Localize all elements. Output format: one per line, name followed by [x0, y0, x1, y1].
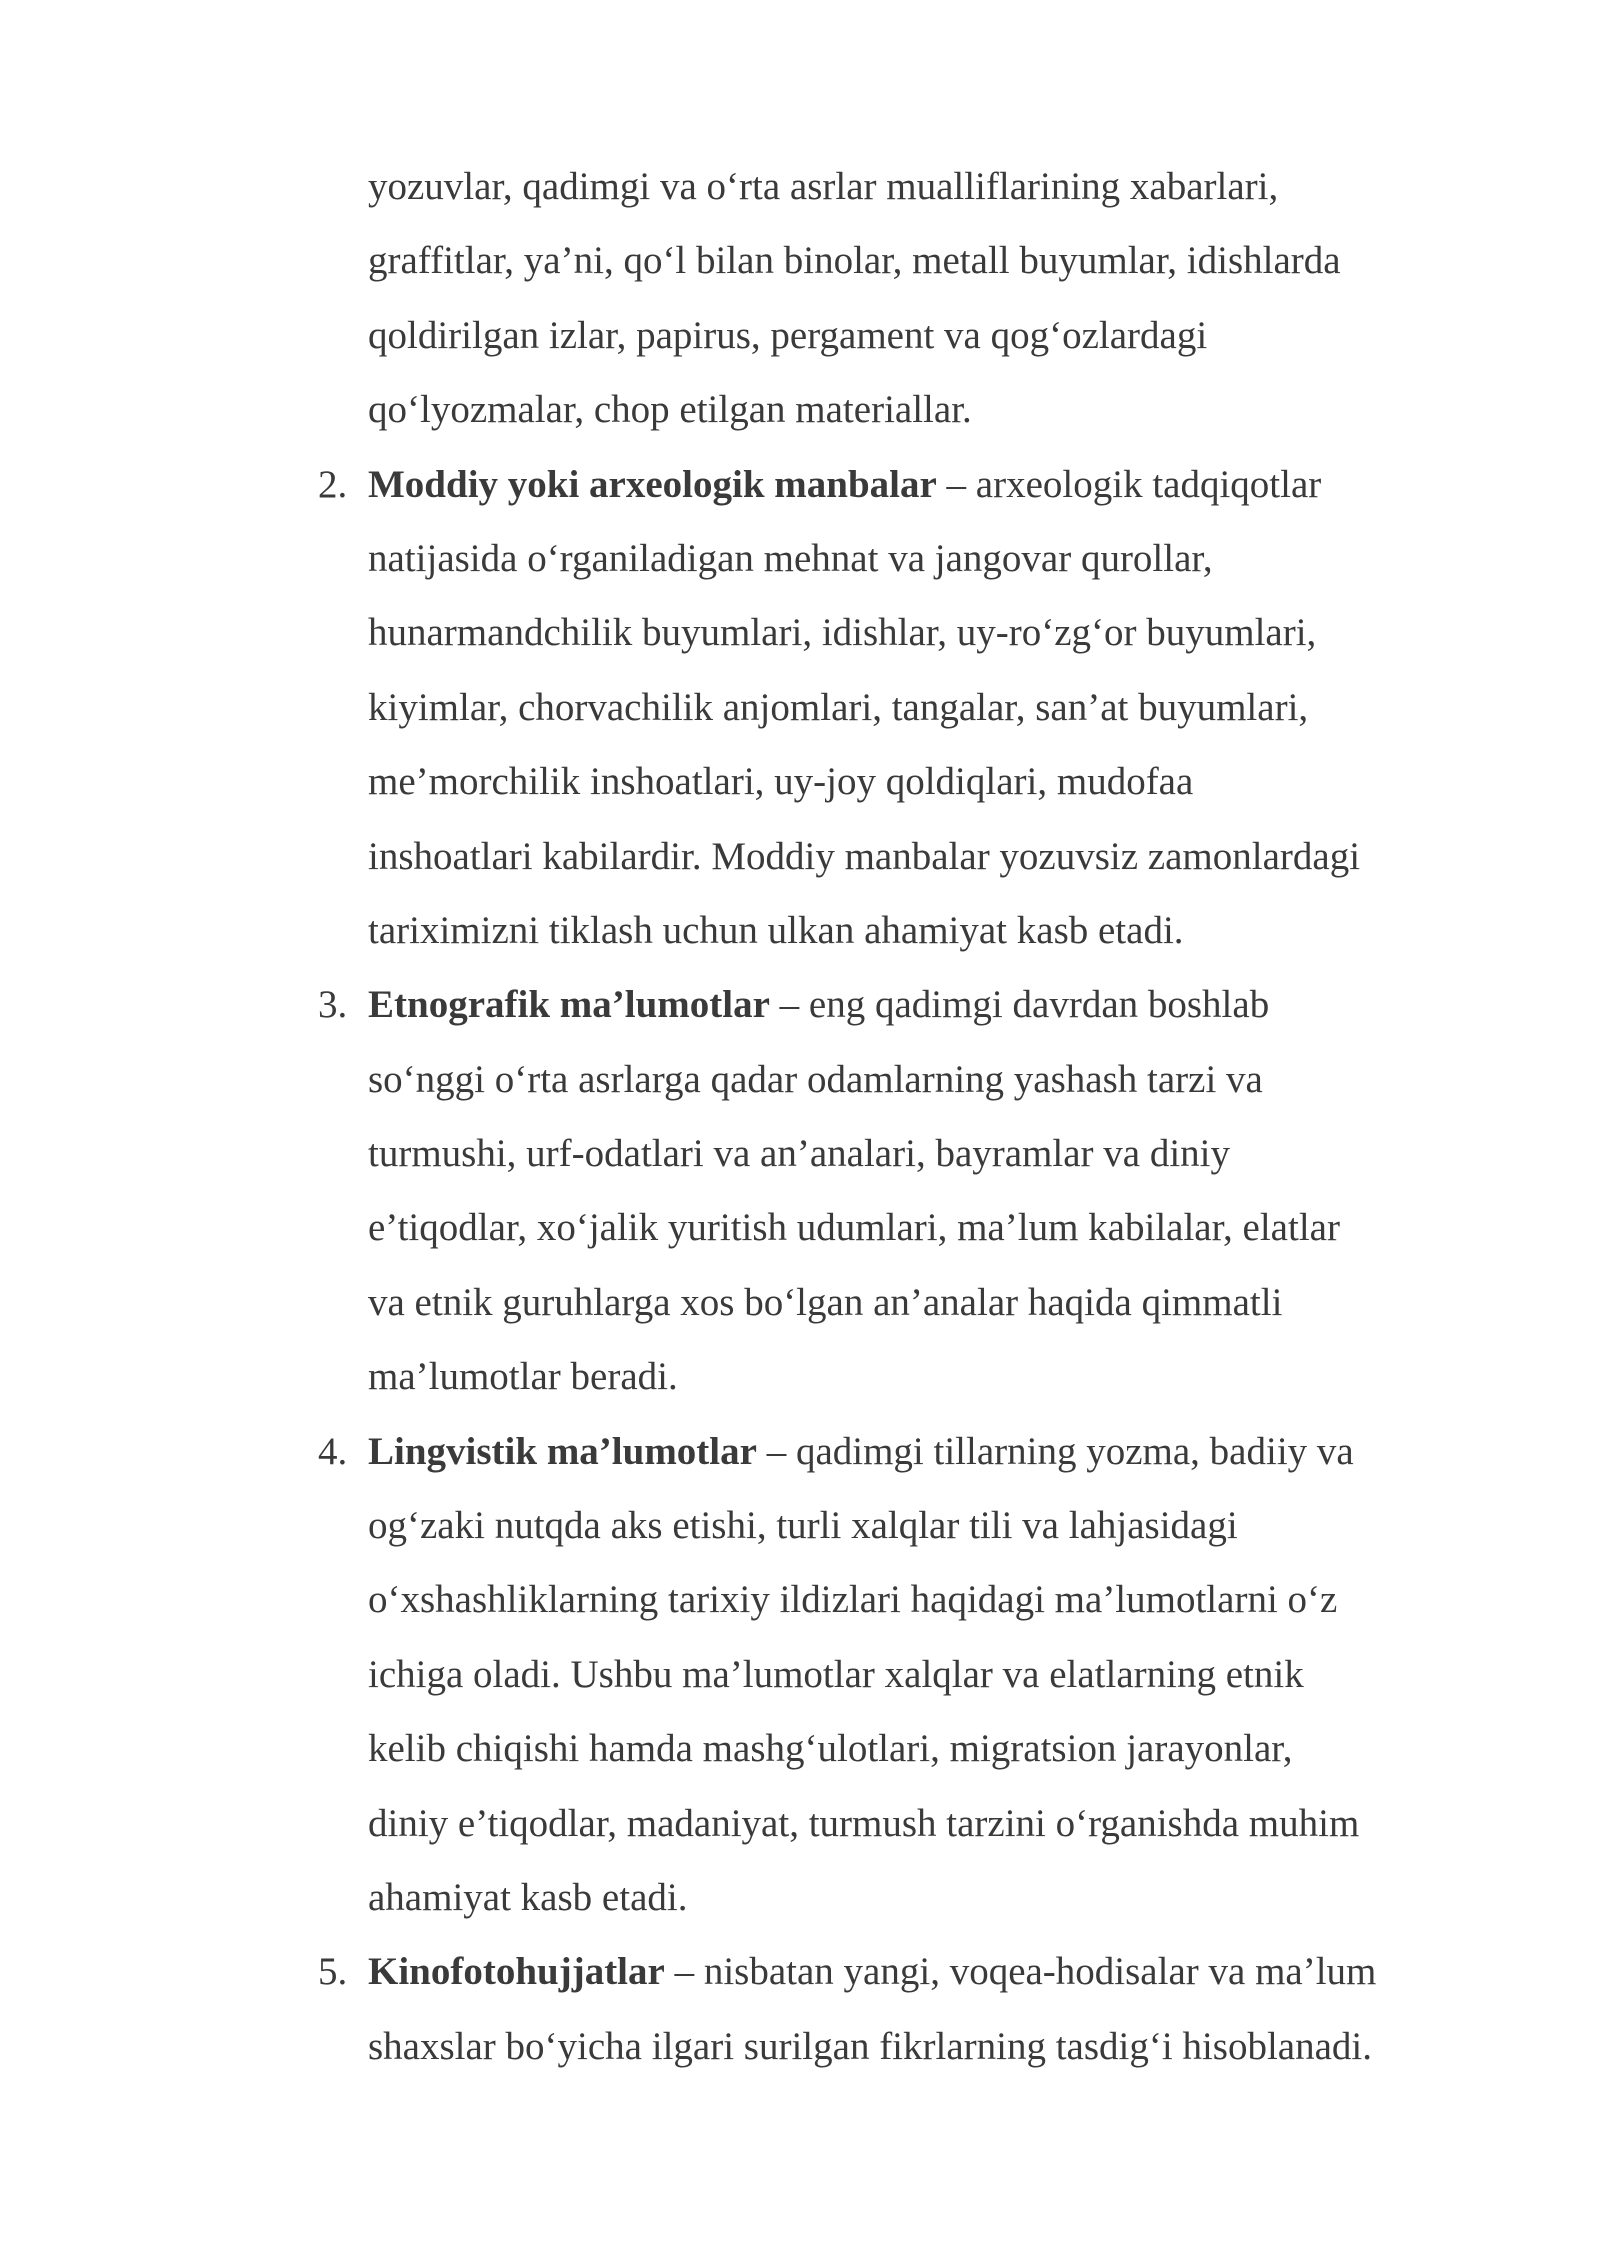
- text-line: [368, 2010, 1498, 2084]
- line-text: hunarmandchilik buyumlari, idishlar, uy-ro‘zg‘or buyumlari,: [368, 611, 1317, 655]
- line-text: – arxeologik tadqiqotlar: [936, 462, 1322, 506]
- text-line: [368, 1043, 1498, 1117]
- text-line: [368, 596, 1498, 670]
- list-term: Lingvistik ma’lumotlar: [368, 1429, 757, 1473]
- text-line: [368, 150, 1498, 224]
- line-text: me’morchilik inshoatlari, uy-joy qoldiqlari, mudofaa: [368, 760, 1194, 804]
- text-line: [368, 894, 1498, 968]
- line-text: ichiga oladi. Ushbu ma’lumotlar xalqlar va elatlarning etnik: [368, 1652, 1304, 1696]
- text-line: [368, 224, 1498, 298]
- line-text: diniy e’tiqodlar, madaniyat, turmush tarzini o‘rganishda muhim: [368, 1801, 1360, 1845]
- list-number: 2.: [318, 462, 348, 506]
- line-text: ma’lumotlar beradi.: [368, 1355, 678, 1399]
- text-line: [318, 968, 1498, 1042]
- text-line: [368, 820, 1498, 894]
- text-line: [368, 745, 1498, 819]
- text-line: [368, 299, 1498, 373]
- line-text: tariximizni tiklash uchun ulkan ahamiyat kasb etadi.: [368, 908, 1184, 952]
- text-line: [368, 671, 1498, 745]
- text-line: [368, 1191, 1498, 1265]
- line-text: e’tiqodlar, xo‘jalik yuritish udumlari, ma’lum kabilalar, elatlar: [368, 1206, 1340, 1250]
- text-line: [368, 1787, 1498, 1861]
- text-line: [368, 1712, 1498, 1786]
- line-text: o‘xshashliklarning tarixiy ildizlari haqidagi ma’lumotlarni o‘z: [368, 1578, 1338, 1622]
- line-text: inshoatlari kabilardir. Moddiy manbalar yozuvsiz zamonlardagi: [368, 834, 1361, 878]
- line-text: so‘nggi o‘rta asrlarga qadar odamlarning yashash tarzi va: [368, 1057, 1263, 1101]
- line-text: og‘zaki nutqda aks etishi, turli xalqlar tili va lahjasidagi: [368, 1504, 1238, 1548]
- list-number: 3.: [318, 983, 348, 1027]
- text-block: [318, 150, 1498, 2084]
- line-text: graffitlar, ya’ni, qo‘l bilan binolar, metall buyumlar, idishlarda: [368, 239, 1341, 283]
- text-line: [368, 1117, 1498, 1191]
- line-text: yozuvlar, qadimgi va o‘rta asrlar mualliflarining xabarlari,: [368, 165, 1279, 208]
- text-line: [368, 1563, 1498, 1637]
- line-text: turmushi, urf-odatlari va an’analari, bayramlar va diniy: [368, 1132, 1230, 1176]
- text-line: [368, 1638, 1498, 1712]
- text-line: [368, 1340, 1498, 1414]
- text-line: [318, 1935, 1498, 2009]
- line-text: kelib chiqishi hamda mashg‘ulotlari, migratsion jarayonlar,: [368, 1727, 1293, 1771]
- line-text: shaxslar bo‘yicha ilgari surilgan fikrlarning tasdig‘i hisoblanadi.: [368, 2024, 1373, 2068]
- list-number: 4.: [318, 1429, 348, 1473]
- text-line: [368, 1489, 1498, 1563]
- list-number: 5.: [318, 1950, 348, 1994]
- text-line: [318, 448, 1498, 522]
- line-text: ahamiyat kasb etadi.: [368, 1875, 688, 1919]
- text-line: [368, 522, 1498, 596]
- line-text: – eng qadimgi davrdan boshlab: [769, 983, 1270, 1027]
- text-line: [318, 1415, 1498, 1489]
- line-text: – qadimgi tillarning yozma, badiiy va: [756, 1429, 1354, 1473]
- text-line: [368, 1861, 1498, 1935]
- list-term: Moddiy yoki arxeologik manbalar: [368, 462, 937, 506]
- line-text: va etnik guruhlarga xos bo‘lgan an’analar haqida qimmatli: [368, 1280, 1283, 1324]
- line-text: natijasida o‘rganiladigan mehnat va jangovar qurollar,: [368, 536, 1213, 580]
- line-text: qoldirilgan izlar, papirus, pergament va qog‘ozlardagi: [368, 313, 1208, 357]
- list-term: Etnografik ma’lumotlar: [368, 983, 770, 1027]
- text-line: [368, 373, 1498, 447]
- text-line: [368, 1266, 1498, 1340]
- line-text: qo‘lyozmalar, chop etilgan materiallar.: [368, 388, 972, 432]
- line-text: kiyimlar, chorvachilik anjomlari, tangalar, san’at buyumlari,: [368, 685, 1309, 729]
- line-text: – nisbatan yangi, voqea-hodisalar va ma’lum: [664, 1950, 1377, 1994]
- list-term: Kinofotohujjatlar: [368, 1950, 665, 1994]
